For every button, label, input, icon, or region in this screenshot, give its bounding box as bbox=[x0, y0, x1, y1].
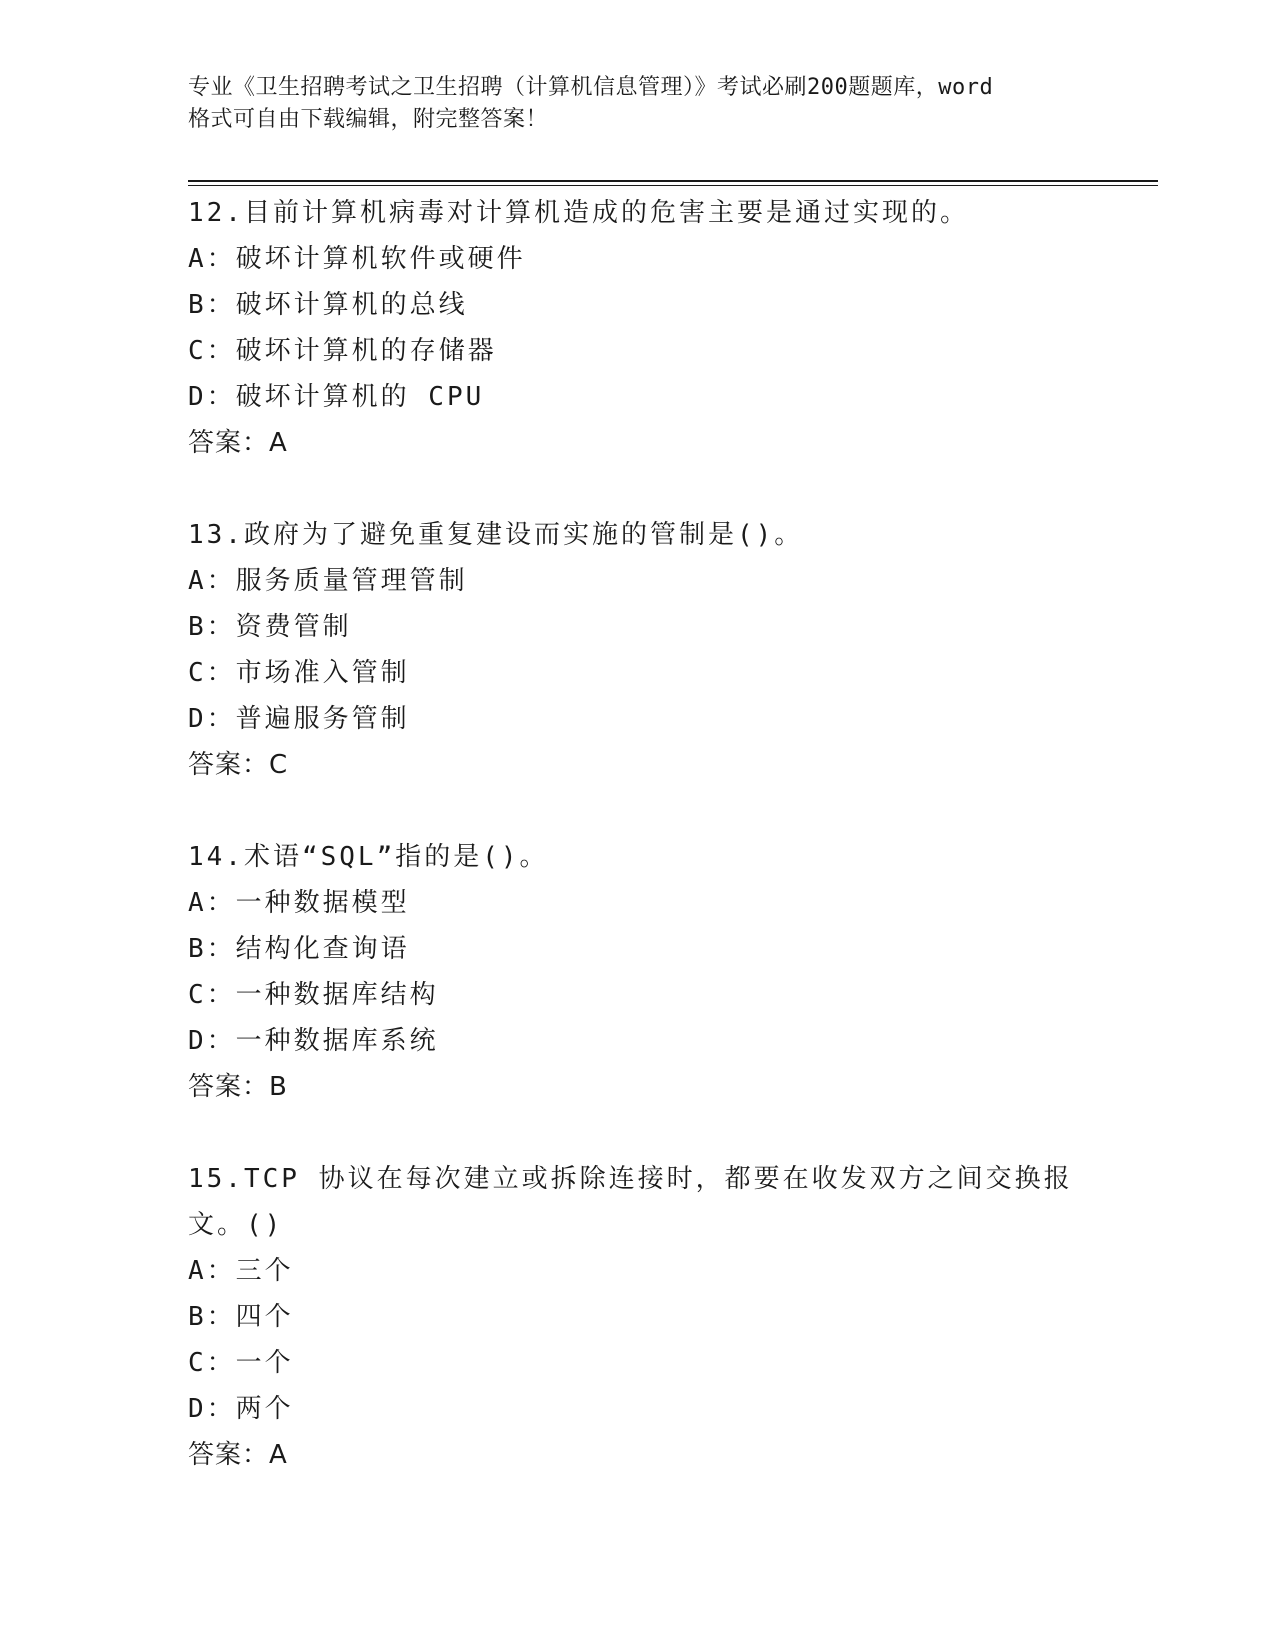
option-c: C：破坏计算机的存储器 bbox=[188, 336, 497, 366]
option-a: A：一种数据模型 bbox=[188, 888, 410, 918]
option-d: D：两个 bbox=[188, 1394, 294, 1424]
question-list bbox=[188, 190, 1088, 1524]
answer: 答案：A bbox=[188, 1440, 288, 1470]
question-stem: 14.术语“SQL”指的是()。 bbox=[188, 842, 549, 872]
option-b: B：破坏计算机的总线 bbox=[188, 290, 468, 320]
option-c: C：一个 bbox=[188, 1348, 294, 1378]
answer: 答案：B bbox=[188, 1072, 288, 1102]
question-13 bbox=[188, 512, 1088, 788]
option-a: A：三个 bbox=[188, 1256, 294, 1286]
question-12 bbox=[188, 190, 1088, 466]
option-d: D：一种数据库系统 bbox=[188, 1026, 439, 1056]
question-15 bbox=[188, 1156, 1088, 1478]
answer: 答案：C bbox=[188, 750, 289, 780]
document-header bbox=[188, 72, 1088, 136]
option-d: D：普遍服务管制 bbox=[188, 704, 410, 734]
question-14 bbox=[188, 834, 1088, 1110]
option-c: C：市场准入管制 bbox=[188, 658, 410, 688]
option-b: B：四个 bbox=[188, 1302, 294, 1332]
option-b: B：资费管制 bbox=[188, 612, 352, 642]
header-line-1: 专业《卫生招聘考试之卫生招聘（计算机信息管理）》考试必刷200题题库，word bbox=[188, 75, 994, 100]
question-stem: 12.目前计算机病毒对计算机造成的危害主要是通过实现的。 bbox=[188, 198, 969, 228]
answer: 答案：A bbox=[188, 428, 288, 458]
option-b: B：结构化查询语 bbox=[188, 934, 410, 964]
header-divider-thin bbox=[188, 185, 1158, 186]
option-d: D：破坏计算机的 CPU bbox=[188, 382, 485, 412]
option-c: C：一种数据库结构 bbox=[188, 980, 439, 1010]
option-a: A：服务质量管理管制 bbox=[188, 566, 468, 596]
question-stem: 15.TCP 协议在每次建立或拆除连接时，都要在收发双方之间交换报文。() bbox=[188, 1164, 1073, 1240]
question-stem: 13.政府为了避免重复建设而实施的管制是()。 bbox=[188, 520, 804, 550]
header-divider-thick bbox=[188, 180, 1158, 182]
option-a: A：破坏计算机软件或硬件 bbox=[188, 244, 526, 274]
header-line-2: 格式可自由下载编辑，附完整答案！ bbox=[188, 107, 549, 132]
